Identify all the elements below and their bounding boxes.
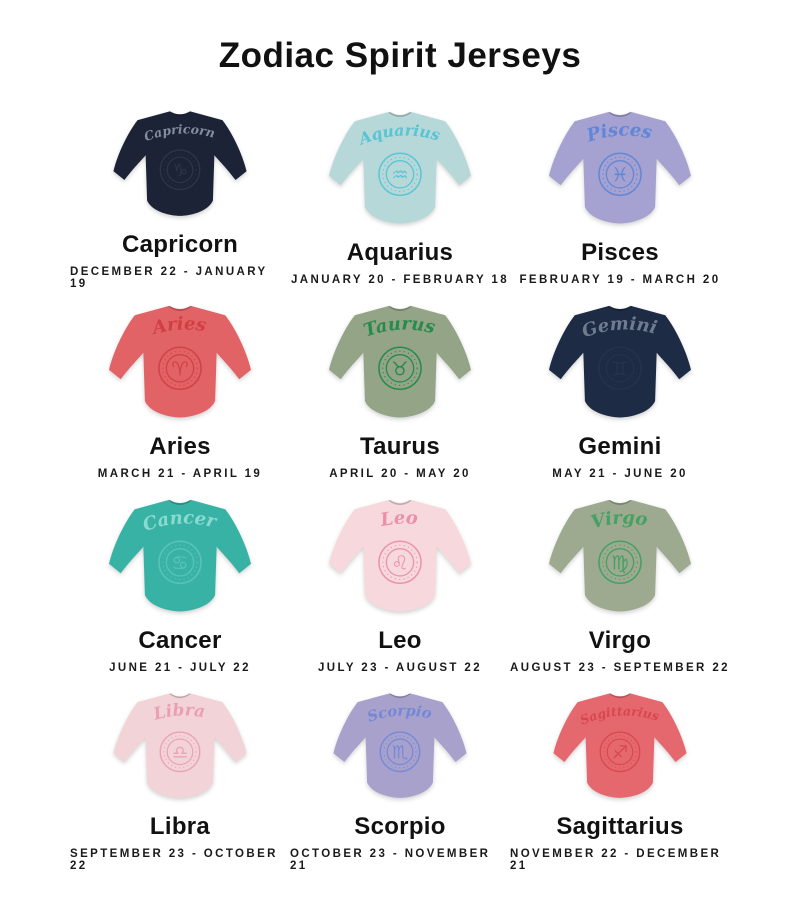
product-dates: JUNE 21 - JULY 22 [109, 662, 251, 674]
aquarius-jersey-image [322, 104, 478, 229]
product-dates: APRIL 20 - MAY 20 [329, 468, 471, 480]
sagittarius-glyph-icon: ♐ [611, 742, 629, 764]
virgo-glyph-icon: ♍ [611, 551, 629, 575]
sagittarius-jersey-image [542, 686, 698, 803]
libra-jersey-image [102, 686, 258, 803]
product-card-aries[interactable] [70, 290, 290, 484]
aquarius-glyph-icon: ♒ [391, 163, 409, 187]
jersey-script-text: Cancer [140, 507, 219, 536]
product-dates: AUGUST 23 - SEPTEMBER 22 [510, 662, 730, 674]
product-dates: MAY 21 - JUNE 20 [552, 468, 688, 480]
virgo-jersey-image [542, 492, 698, 617]
gemini-glyph-icon: ♊ [611, 357, 629, 381]
pisces-glyph-icon: ♓ [611, 163, 629, 187]
jersey-script-text: Pisces [584, 119, 654, 147]
product-name: Aries [149, 433, 211, 460]
cancer-jersey-image [102, 492, 258, 617]
product-name: Pisces [581, 239, 659, 266]
jersey-script-text: Scorpio [365, 702, 434, 726]
leo-jersey-image [322, 492, 478, 617]
page-title: Zodiac Spirit Jerseys [218, 36, 582, 75]
product-dates: JANUARY 20 - FEBRUARY 18 [290, 274, 509, 286]
product-name: Libra [149, 813, 211, 840]
capricorn-jersey-image [102, 104, 258, 221]
product-name: Cancer [138, 627, 222, 654]
product-dates: MARCH 21 - APRIL 19 [97, 468, 263, 480]
pisces-jersey-image [542, 104, 698, 229]
leo-glyph-icon: ♌ [391, 551, 409, 575]
product-card-capricorn[interactable] [70, 96, 290, 290]
product-card-pisces[interactable] [510, 96, 730, 290]
aries-glyph-icon: ♈ [171, 357, 189, 381]
capricorn-glyph-icon: ♑ [171, 160, 189, 182]
product-card-leo[interactable] [290, 484, 510, 678]
cancer-glyph-icon: ♋ [171, 551, 189, 575]
product-name: Scorpio [354, 813, 446, 840]
product-name: Gemini [578, 433, 662, 460]
product-dates: OCTOBER 23 - NOVEMBER 21 [290, 848, 491, 872]
product-name: Leo [378, 627, 422, 654]
jersey-script-text: Leo [379, 507, 419, 531]
scorpio-jersey-image [322, 686, 478, 803]
product-dates: FEBRUARY 19 - MARCH 20 [519, 274, 721, 286]
product-card-sagittarius[interactable] [510, 678, 730, 872]
scorpio-glyph-icon: ♏ [391, 742, 409, 764]
product-card-cancer[interactable] [70, 484, 290, 678]
product-name: Virgo [588, 627, 652, 654]
product-name: Sagittarius [556, 813, 684, 840]
product-card-scorpio[interactable] [290, 678, 510, 872]
jersey-script-text: Capricorn [141, 121, 217, 145]
taurus-glyph-icon: ♉ [391, 357, 409, 381]
product-grid [70, 96, 730, 872]
product-card-libra[interactable] [70, 678, 290, 872]
product-name: Taurus [359, 433, 441, 460]
jersey-script-text: Virgo [588, 507, 649, 534]
product-card-virgo[interactable] [510, 484, 730, 678]
product-dates: NOVEMBER 22 - DECEMBER 21 [510, 848, 722, 872]
jersey-script-text: Aquarius [356, 120, 443, 149]
product-dates: SEPTEMBER 23 - OCTOBER 22 [70, 848, 278, 872]
product-card-aquarius[interactable] [290, 96, 510, 290]
jersey-script-text: Sagittarius [577, 703, 662, 728]
jersey-script-text: Aries [150, 313, 208, 339]
product-dates: DECEMBER 22 - JANUARY 19 [70, 266, 268, 290]
product-dates: JULY 23 - AUGUST 22 [317, 662, 483, 674]
jersey-script-text: Libra [151, 699, 207, 724]
product-card-gemini[interactable] [510, 290, 730, 484]
aries-jersey-image [102, 298, 258, 423]
product-name: Capricorn [121, 231, 239, 258]
product-name: Aquarius [346, 239, 454, 266]
product-card-taurus[interactable] [290, 290, 510, 484]
libra-glyph-icon: ♎ [171, 742, 189, 764]
taurus-jersey-image [322, 298, 478, 423]
jersey-script-text: Gemini [579, 313, 660, 343]
jersey-script-text: Taurus [361, 313, 438, 342]
gemini-jersey-image [542, 298, 698, 423]
